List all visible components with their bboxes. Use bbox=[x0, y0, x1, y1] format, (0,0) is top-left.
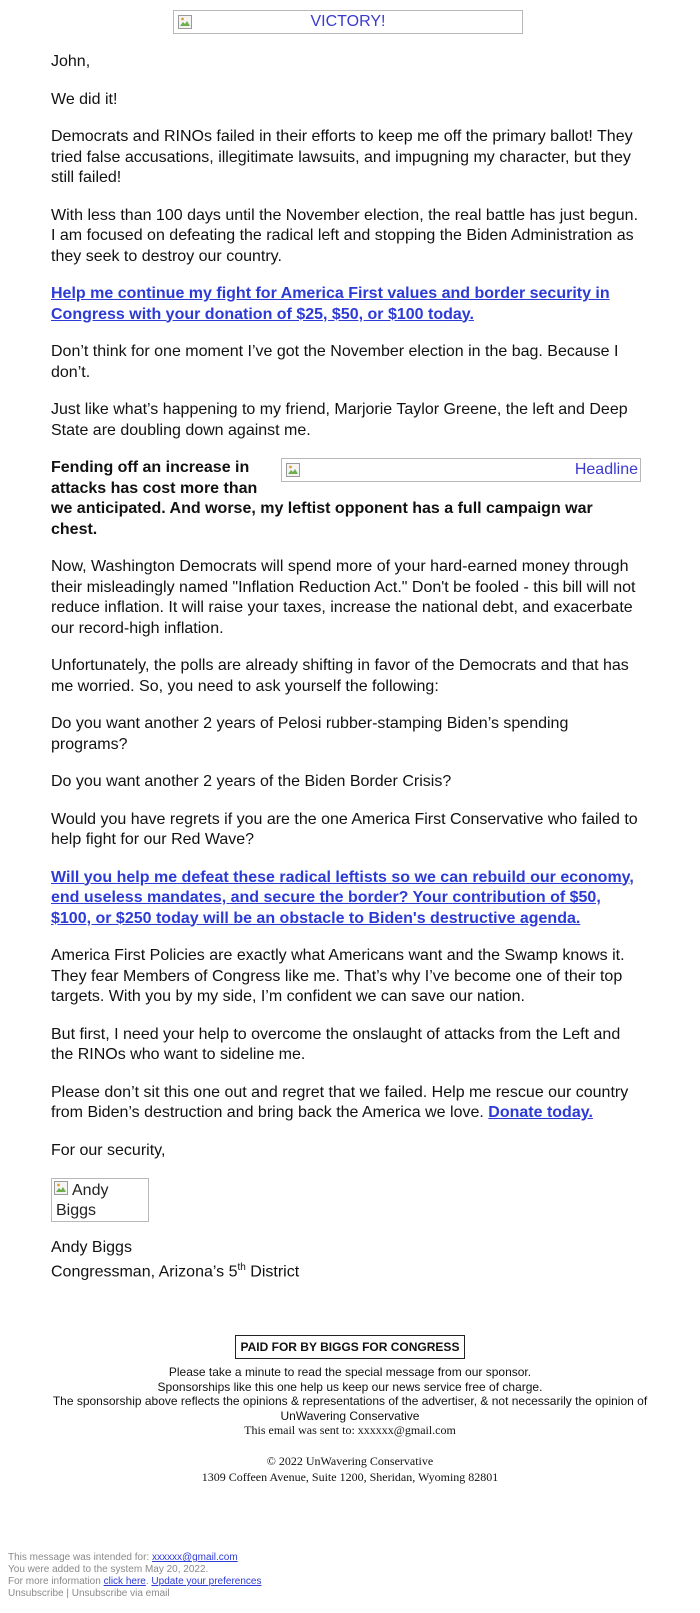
signature-image bbox=[51, 1178, 149, 1222]
donate-link-1[interactable]: Help me continue my fight for America First values and border security in Congress with your donation of $25, $50, or $100 today. bbox=[51, 285, 610, 323]
list-footer: This message was intended for: xxxxxx@gmail.com You were added to the system May 20, 2022. For more information click here. Update your preferences Unsubscribe | Unsubscribe via email bbox=[8, 1552, 262, 1599]
broken-image-icon bbox=[178, 15, 192, 29]
signer-title: Congressman, Arizona’s 5th District bbox=[51, 1262, 300, 1281]
sponsor-footer bbox=[0, 1335, 700, 1485]
paragraph: With less than 100 days until the November election, the real battle has just begun. I am focused on defeating the radical left and stopping the Biden Administration as they seek to destroy our country. bbox=[51, 206, 639, 265]
victory-banner-image[interactable] bbox=[173, 10, 523, 34]
banner-alt-text: VICTORY! bbox=[310, 13, 386, 30]
click-here-link[interactable]: click here bbox=[103, 1576, 146, 1587]
paid-for-disclaimer: PAID FOR BY BIGGS FOR CONGRESS bbox=[235, 1335, 466, 1359]
headline-image bbox=[281, 458, 641, 482]
broken-image-icon bbox=[286, 463, 300, 477]
paragraph: Democrats and RINOs failed in their efforts to keep me off the primary ballot! They tried false accusations, illegitimate lawsuits, and impugning my character, but they still failed! bbox=[51, 128, 633, 186]
footer-line: The sponsorship above reflects the opinions & representations of the advertiser, & not necessarily the opinion of UnWavering Conservative bbox=[52, 1394, 648, 1423]
paragraph: We did it! bbox=[51, 90, 118, 108]
letter-body bbox=[51, 52, 641, 1282]
broken-image-icon bbox=[54, 1181, 68, 1195]
bold-paragraph: Fending off an increase in attacks has cost more than we anticipated. And worse, my leftist opponent has a full campaign war chest. bbox=[51, 459, 593, 538]
paragraph: Unfortunately, the polls are already shifting in favor of the Democrats and that has me worried. So, you need to ask yourself the following: bbox=[51, 657, 629, 695]
paragraph: Do you want another 2 years of the Biden Border Crisis? bbox=[51, 773, 452, 790]
headline-alt-text: Headline bbox=[574, 461, 638, 478]
unsubscribe-email-link[interactable]: Unsubscribe via email bbox=[71, 1588, 170, 1599]
recipient-email-link[interactable]: xxxxxx@gmail.com bbox=[151, 1552, 238, 1563]
update-preferences-link[interactable]: Update your preferences bbox=[151, 1576, 262, 1587]
paragraph: Don’t think for one moment I’ve got the November election in the bag. Because I don’t. bbox=[51, 343, 619, 381]
footer-line: Please take a minute to read the special message from our sponsor. bbox=[168, 1365, 532, 1379]
unsubscribe-link[interactable]: Unsubscribe bbox=[8, 1588, 64, 1599]
paragraph: Just like what’s happening to my friend, Marjorie Taylor Greene, the left and Deep State are doubling down against me. bbox=[51, 401, 628, 439]
paragraph: America First Policies are exactly what Americans want and the Swamp knows it. They fear Members of Congress like me. That’s why I’ve become one of their top targets. With you by my side, I’m confident we can save our nation. bbox=[51, 947, 625, 1005]
paragraph: Do you want another 2 years of Pelosi rubber-stamping Biden’s spending programs? bbox=[51, 715, 569, 753]
donate-today-link[interactable]: Donate today. bbox=[488, 1104, 593, 1121]
copyright: © 2022 UnWavering Conservative bbox=[266, 1453, 434, 1468]
added-date: You were added to the system May 20, 2022. bbox=[8, 1564, 209, 1575]
donate-link-2[interactable]: Will you help me defeat these radical leftists so we can rebuild our economy, end useless mandates, and secure the border? Your contribution of $50, $100, or $250 today will be an obstacle to Biden's destructive agenda. bbox=[51, 868, 634, 927]
signer-name: Andy Biggs bbox=[51, 1239, 132, 1256]
signature-alt-text: Andy Biggs bbox=[56, 1182, 109, 1219]
paragraph-with-link bbox=[51, 1083, 641, 1124]
footer-line: Sponsorships like this one help us keep our news service free of charge. bbox=[157, 1379, 543, 1394]
paragraph: But first, I need your help to overcome the onslaught of attacks from the Left and the RINOs who want to sideline me. bbox=[51, 1025, 621, 1063]
address: 1309 Coffeen Avenue, Suite 1200, Sheridan, Wyoming 82801 bbox=[201, 1470, 499, 1484]
closing: For our security, bbox=[51, 1141, 166, 1159]
greeting: John, bbox=[51, 53, 91, 70]
paragraph-text: Please don’t sit this one out and regret that we failed. Help me rescue our country from Biden’s destruction and bring back the America we love. bbox=[51, 1083, 629, 1121]
paragraph: Now, Washington Democrats will spend more of your hard-earned money through their misleadingly named "Inflation Reduction Act." Don't be fooled - this bill will not reduce inflation. It will raise your taxes, increase the national debt, and exacerbate our record-high inflation. bbox=[51, 558, 636, 637]
sent-to: This email was sent to: xxxxxx@gmail.com bbox=[244, 1423, 456, 1437]
paragraph: Would you have regrets if you are the one America First Conservative who failed to help fight for our Red Wave? bbox=[51, 810, 638, 848]
